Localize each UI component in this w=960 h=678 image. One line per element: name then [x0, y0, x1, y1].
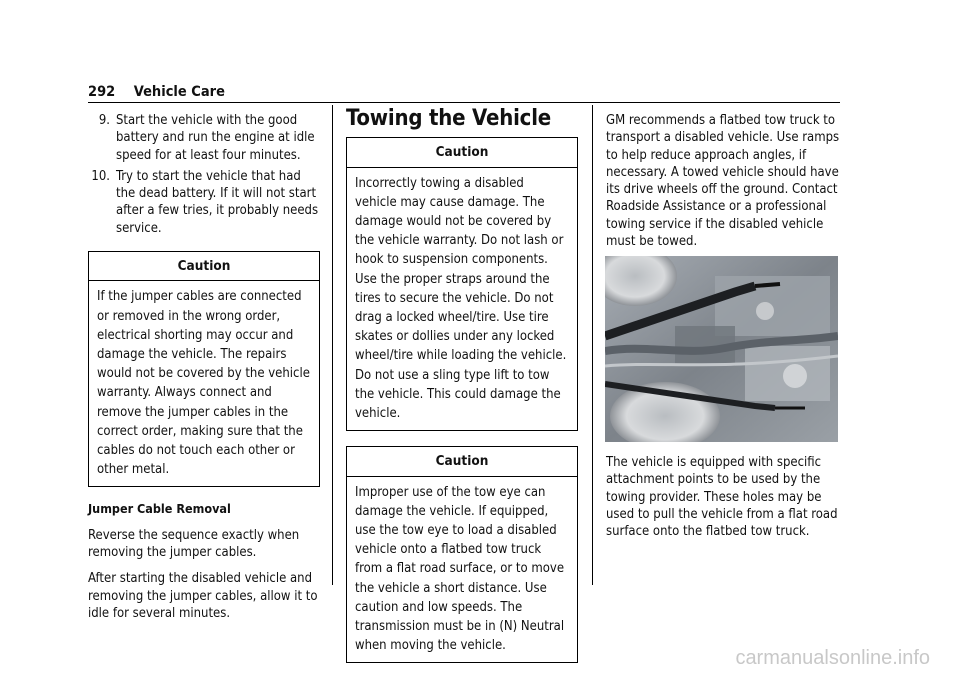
front-attachment-photo: [605, 256, 838, 442]
paragraph: GM recommends a flatbed tow truck to transport a disabled vehicle. Use ramps to help reduce approach angles, if necessary. A towed vehicle should have its drive wheels off the ground. Contact Roadside Assistance or a professional towing service if the disabled vehicle must be towed.: [606, 113, 840, 250]
right-column-lower: [606, 454, 840, 549]
caution-text: Incorrectly towing a disabled vehicle may cause damage. The damage would not be covered by the vehicle warranty. Do not lash or hook to suspension components. Use the proper straps around the tires to secure the vehicle. Do not drag a locked wheel/tire. Use tire skates or dollies under any locked wheel/tire while loading the vehicle. Do not use a sling type lift to tow the vehicle. This could damage the vehicle.: [355, 175, 567, 422]
page-number: 292: [88, 84, 116, 100]
caution-title: Caution: [347, 447, 577, 476]
caution-title: Caution: [89, 252, 319, 281]
underbody-illustration: [605, 256, 838, 442]
step-text: Start the vehicle with the good battery and run the engine at idle speed for at least four minutes.: [116, 113, 315, 163]
watermark: carmanualsonline.info: [735, 647, 930, 669]
step-number: 10.: [91, 168, 110, 184]
middle-column: [346, 106, 578, 663]
caution-title: Caution: [347, 138, 577, 167]
caution-text: Improper use of the tow eye can damage the vehicle. If equipped, use the tow eye to load a disabled vehicle onto a flatbed tow truck from a flat road surface, or to move the vehicle a short distance. Use caution and low speeds. The transmission must be in (N) Neutral when moving the vehicle.: [355, 484, 565, 654]
column-divider-1: [332, 105, 333, 585]
caution-text: If the jumper cables are connected or removed in the wrong order, electrical shorting may occur and damage the vehicle. The repairs would not be covered by the vehicle warranty. Always connect and remove the jumper cables in the correct order, making sure that the cables do not touch each other or other metal.: [97, 289, 310, 478]
caution-box-tow-eye: [346, 446, 578, 663]
step-9: [88, 112, 320, 164]
subheading-jumper-removal: Jumper Cable Removal: [88, 501, 231, 517]
left-column: [88, 112, 320, 631]
step-text: Try to start the vehicle that had the dead battery. If it will not start after a few tries, it probably needs service.: [116, 168, 319, 236]
caution-box-towing: [346, 137, 578, 431]
paragraph: Reverse the sequence exactly when removing the jumper cables.: [88, 527, 300, 560]
section-title: Vehicle Care: [133, 84, 225, 100]
page-header: [88, 84, 225, 100]
caution-box-jumper: [88, 251, 320, 487]
section-heading-towing: Towing the Vehicle: [346, 106, 552, 131]
step-10: [88, 168, 320, 237]
paragraph: After starting the disabled vehicle and removing the jumper cables, allow it to idle for several minutes.: [88, 571, 318, 621]
column-divider-2: [592, 105, 593, 585]
paragraph: The vehicle is equipped with specific attachment points to be used by the towing provider. These holes may be used to pull the vehicle from a flat road surface onto the flatbed tow truck.: [606, 455, 838, 540]
header-rule: [88, 102, 840, 103]
step-number: 9.: [98, 113, 110, 128]
